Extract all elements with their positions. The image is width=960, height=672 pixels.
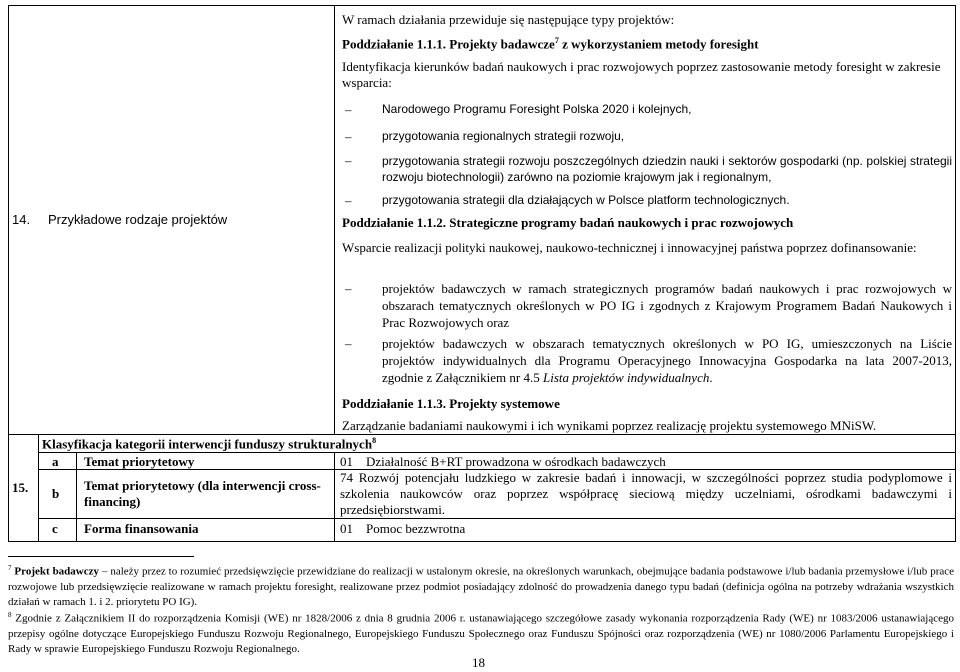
row14-intro: W ramach działania przewiduje się następujące typy projektów: (342, 12, 675, 27)
footnote-separator (8, 556, 194, 557)
row15-a-label: Temat priorytetowy (84, 454, 195, 469)
row15-a-value: 01 Działalność B+RT prowadzona w ośrodkach badawczych (340, 454, 666, 469)
sub2-bullet-2-main: projektów badawczych w obszarach tematycznych określonych w PO IG, umieszczonych na Liście projektów indywidualnych dla Programu Operacyjnego Innowacyjna Gospodarka na lata 2007-2013, zgodnie z Załącznikiem nr 4.5 (382, 336, 952, 385)
sub2-description: Wsparcie realizacji polityki naukowej, naukowo-technicznej i innowacyjnej państwa poprzez dofinansowanie: (342, 240, 917, 255)
sub1-bullet-3: przygotowania strategii rozwoju poszczególnych dziedzin nauki i sektorów gospodarki (np. polskiej strategii rozwoju biotechnologii) zarówno na poziomie krajowym jak i regionalnym, (382, 154, 952, 184)
row15-b-value: 74 Rozwój potencjału ludzkiego w zakresie badań i innowacji, w szczególności poprzez studia podyplomowe i szkolenia naukowców oraz poprzez współpracę sieciową między uczelniami, ośrodkami badawczymi i przedsiębiorstwami. (340, 470, 952, 517)
sub2-dash-1: – (345, 281, 352, 296)
sub1-bullet-2: przygotowania regionalnych strategii rozwoju, (382, 129, 625, 143)
sub2-heading: Poddziałanie 1.1.2. Strategiczne programy badań naukowych i prac rozwojowych (342, 215, 794, 230)
row15-title-text: Klasyfikacja kategorii interwencji funduszy strukturalnych (42, 436, 373, 452)
footnote-7 (8, 561, 954, 610)
footnote-ref-7: 7 (554, 36, 559, 45)
sub2-dash-2: – (345, 336, 352, 351)
footnote-8-number: 8 (8, 611, 12, 619)
row15-a-letter: a (52, 454, 59, 469)
footnote-ref-8: 8 (372, 436, 377, 445)
row15-c-label: Forma finansowania (84, 521, 199, 536)
sub1-heading (342, 36, 759, 52)
table-bottom-border (8, 541, 956, 542)
table-right-border (955, 5, 956, 542)
row15-number: 15. (12, 480, 29, 495)
sub1-heading-suffix: z wykorzystaniem metody foresight (558, 36, 759, 52)
sub1-bullet-1: Narodowego Programu Foresight Polska 2020 i kolejnych, (382, 102, 692, 116)
page-number: 18 (472, 655, 485, 670)
row14-number: 14. (12, 212, 31, 227)
sub2-bullet-1: projektów badawczych w ramach strategicznych programów badań naukowych i prac rozwojowych w obszarach tematycznych określonych w PO IG i zgodnych z Krajowym Programem Badań Naukowych i Prac Rozwojowych oraz (382, 281, 952, 330)
sub3-description: Zarządzanie badaniami naukowymi i ich wynikami poprzez realizację projektu systemowego MNiSW. (342, 418, 877, 433)
sub1-description: Identyfikacja kierunków badań naukowych i prac rozwojowych poprzez zastosowanie metody foresight w zakresie wsparcia: (342, 59, 941, 90)
footnote-7-bold: Projekt badawczy (14, 565, 100, 578)
sub1-bullet-4: przygotowania strategii dla działających w Polsce platform technologicznych. (382, 193, 790, 207)
row15-number-divider (38, 434, 39, 541)
row15-c-value: 01 Pomoc bezzwrotna (340, 521, 466, 536)
row14-label: Przykładowe rodzaje projektów (48, 212, 228, 227)
footnote-7-number: 7 (8, 564, 12, 572)
sub1-dash-1: – (345, 102, 352, 117)
row15-c-letter: c (52, 521, 58, 536)
table-left-border (8, 5, 9, 542)
sub2-bullet-2-end: . (709, 370, 713, 385)
footnote-8-text: Zgodnie z Załącznikiem II do rozporządzenia Komisji (WE) nr 1828/2006 z dnia 8 grudnia 2006 r. ustanawiającego szczegółowe zasady wykonania rozporządzenia Rady (WE) nr 1083/2006 ustanawiającego przepisy ogólne dotyczące Europejskiego Funduszu Rozwoju Regionalnego, Europejskiego Funduszu Społecznego oraz Funduszu Spójności oraz rozporządzenia (WE) nr 1080/2006 Parlamentu Europejskiego i Rady w sprawie Europejskiego Funduszu Rozwoju Regionalnego. (8, 612, 955, 655)
row14-divider (334, 5, 335, 434)
sub1-heading-prefix: Poddziałanie 1.1.1. Projekty badawcze (342, 36, 555, 52)
row15-label-divider (334, 452, 335, 541)
sub1-dash-3: – (345, 153, 352, 168)
row14-bottom-border (8, 434, 956, 435)
footnote-7-text: – należy przez to rozumieć przedsięwzięcie przewidziane do realizacji w ustalonym okresie, na określonych warunkach, obejmujące badania podstawowe i/lub badania przemysłowe i/lub prace rozwojowe lub przedsięwzięcie realizowane w ramach projektu foresight, realizowane przez podmiot posiadający zdolność do prowadzenia danego typu badań (definicja ogólna na potrzeby wdrażania wszystkich działań w ramach 1. i 2. priorytetu PO IG). (8, 565, 954, 608)
row15-b-bottom (38, 518, 956, 519)
row15-letter-divider (76, 452, 77, 541)
footnote-8 (8, 608, 954, 657)
row15-title (42, 436, 376, 452)
sub3-heading: Poddziałanie 1.1.3. Projekty systemowe (342, 396, 560, 411)
table-top-border (8, 5, 956, 6)
sub1-dash-4: – (345, 193, 352, 208)
row15-b-label: Temat priorytetowy (dla interwencji cross-financing) (84, 478, 321, 509)
sub2-bullet-2-italic: Lista projektów indywidualnych (543, 370, 710, 385)
sub2-bullet-2 (382, 335, 952, 386)
row15-b-letter: b (52, 486, 60, 501)
sub1-dash-2: – (345, 129, 352, 144)
